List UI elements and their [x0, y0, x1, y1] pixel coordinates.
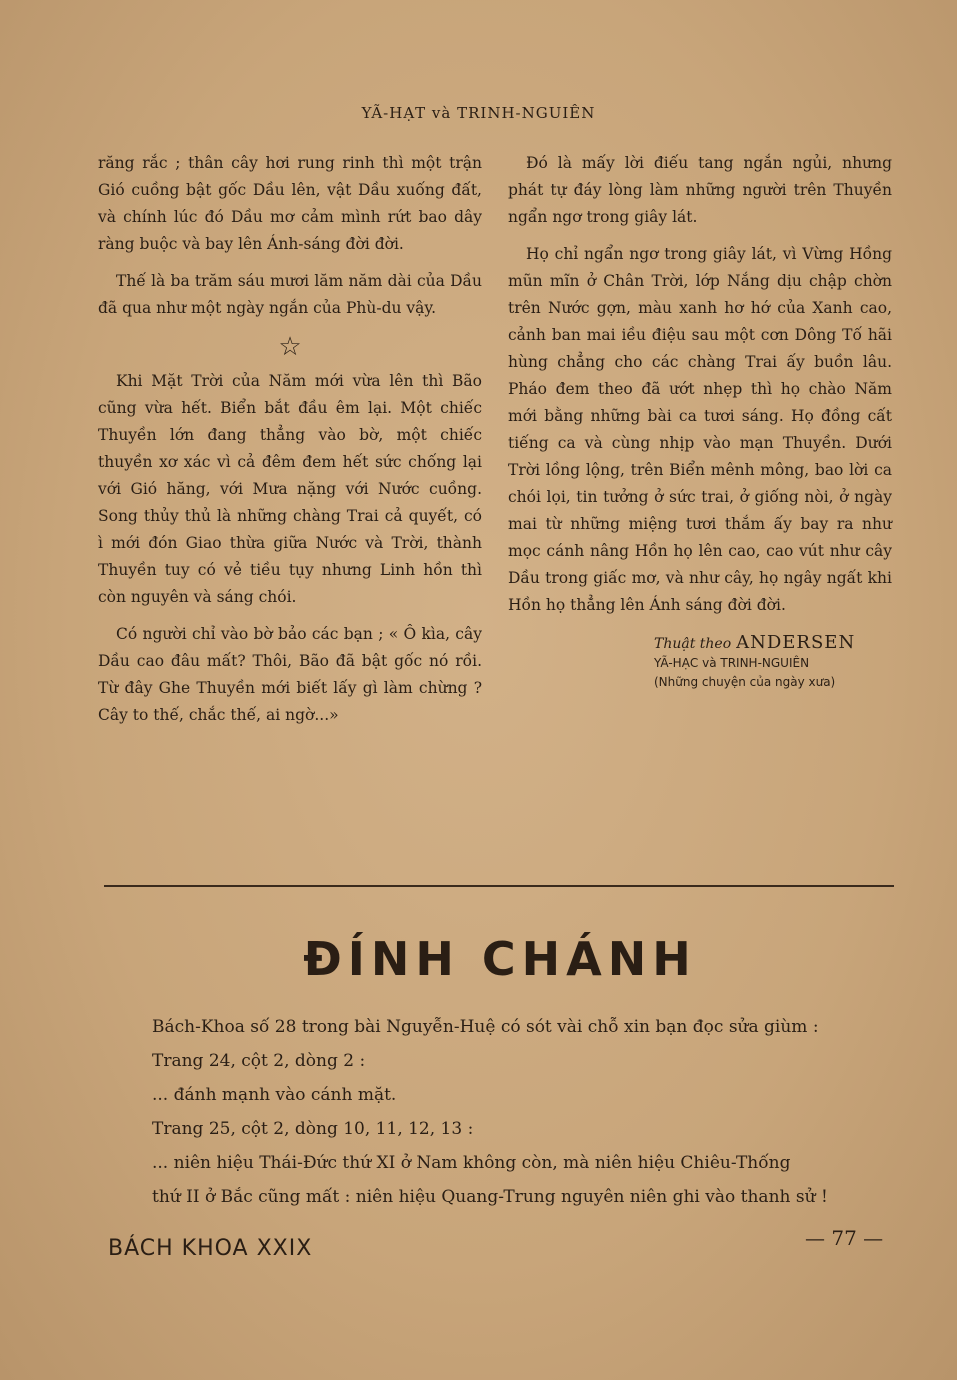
- corrigendum-line: ... niên hiệu Thái-Đức thứ XI ở Nam không còn, mà niên hiệu Chiêu-Thống: [152, 1153, 791, 1173]
- article-credit: [508, 633, 892, 692]
- paragraph: răng rắc ; thân cây hơi rung rinh thì một trận Gió cuồng bật gốc Dầu lên, vật Dầu xuống đất, và chính lúc đó Dầu mơ cảm mình rứt bao dây ràng buộc và bay lên Ánh-sáng đời đời.: [98, 154, 482, 253]
- running-head: YÃ-HẠT và TRINH-NGUIÊN: [361, 104, 596, 122]
- right-column: [508, 150, 892, 692]
- paragraph: Thế là ba trăm sáu mươi lăm năm dài của Dầu đã qua như một ngày ngắn của Phù-du vậy.: [98, 272, 482, 317]
- paragraph: Đó là mấy lời điếu tang ngắn ngủi, nhưng phát tự đáy lòng làm những người trên Thuyền ngẩn ngơ trong giây lát.: [508, 154, 892, 226]
- page-number: — 77 —: [805, 1226, 884, 1250]
- paragraph: Họ chỉ ngẩn ngơ trong giây lát, vì Vừng Hồng mũn mĩn ở Chân Trời, lớp Nắng dịu chập chờn trên Nước gợn, màu xanh hơ hớ của Xanh cao, cảnh ban mai iều điệu sau một cơn Dông Tố hãi hùng chẳng cho các chàng Trai ấy buồn lâu. Pháo đem theo đã ướt nhẹp thì họ chào Năm mới bằng những bài ca tươi sáng. Họ đồng cất tiếng ca và cùng nhịp vào mạn Thuyền. Dưới Trời lồng lộng, trên Biển mênh mông, bao lời ca chói lọi, tin tưởng ở sức trai, ở giống nòi, ở ngày mai từ những miệng tươi thắm ấy bay ra như mọc cánh nâng Hồn họ lên cao, cao vút như cây Dầu trong giấc mơ, và như cây, họ ngây ngất khi Hồn họ thẳng lên Ánh sáng đời đời.: [508, 245, 892, 614]
- star-ornament-icon: ☆: [278, 332, 302, 362]
- paragraph: Có người chỉ vào bờ bảo các bạn ; « Ô kìa, cây Dầu cao đâu mất? Thôi, Bão đã bật gốc nó rồi. Từ đây Ghe Thuyền mới biết lấy gì làm chừng ? Cây to thế, chắc thế, ai ngờ...»: [98, 625, 482, 724]
- left-column: [98, 150, 482, 739]
- corrigendum-title: ĐÍNH CHÁNH: [303, 932, 697, 986]
- corrigendum-line: thứ II ở Bắc cũng mất : niên hiệu Quang-Trung nguyên niên ghi vào thanh sử !: [152, 1187, 828, 1207]
- paragraph: Khi Mặt Trời của Năm mới vừa lên thì Bão cũng vừa hết. Biển bắt đầu êm lại. Một chiếc Thuyền lớn đang thẳng vào bờ, một chiếc thuyền xơ xác vì cả đêm đem hết sức chống lại với Gió hăng, với Mưa nặng với Nước cuồng. Song thủy thủ là những chàng Trai cả quyết, có ì mới đón Giao thừa giữa Nước và Trời, thành Thuyền tuy có vẻ tiều tụy nhưng Linh hồn thì còn nguyên và sáng chói.: [98, 372, 482, 606]
- credit-translators: YÃ-HẠC và TRINH-NGUIÊN: [654, 656, 810, 670]
- credit-author: ANDERSEN: [736, 632, 856, 653]
- credit-prefix: Thuật theo: [654, 636, 732, 652]
- corrigendum-line: ... đánh mạnh vào cánh mặt.: [152, 1085, 397, 1105]
- publication-name: BÁCH KHOA XXIX: [108, 1236, 313, 1261]
- section-divider: [104, 885, 894, 887]
- corrigendum-line: Trang 25, cột 2, dòng 10, 11, 12, 13 :: [152, 1119, 474, 1139]
- corrigendum-line: Bách-Khoa số 28 trong bài Nguyễn-Huệ có sót vài chỗ xin bạn đọc sửa giùm :: [152, 1017, 819, 1037]
- credit-source: (Những chuyện của ngày xưa): [654, 675, 836, 689]
- corrigendum-line: Trang 24, cột 2, dòng 2 :: [152, 1051, 366, 1071]
- corrigendum-body: [152, 1010, 897, 1214]
